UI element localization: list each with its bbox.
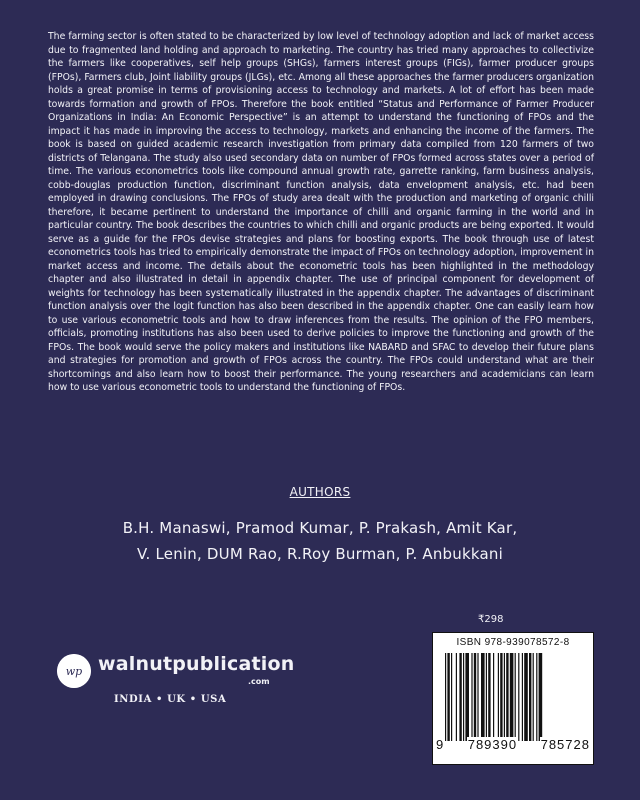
logo-letters: wp [65, 665, 83, 678]
barcode-digits-right: 785728 [540, 737, 590, 752]
publisher-name: walnutpublication [98, 653, 295, 675]
barcode-bars [445, 653, 585, 741]
barcode-digits [435, 737, 591, 752]
barcode-bar [539, 653, 543, 741]
price-label: ₹298 [478, 614, 504, 625]
barcode-bar [510, 653, 514, 741]
barcode-bar [459, 653, 461, 741]
back-cover-blurb: The farming sector is often stated to be characterized by low level of technology adoption and lack of market access due to fragmented land holding and approach to marketing. The country has tried many approaches to collectivize the farmers like cooperatives, self help groups (SHGs), farmers interest groups (FIGs), farmer producer groups (FPOs), Farmers club, Joint liability groups (JLGs), etc. Among all these approaches the farmer producers organization holds a great promise in terms of provisioning access to technology and markets. A lot of effort has been made towards formation and growth of FPOs. Therefore the book entitled “Status and Performance of Farmer Producer Organizations in India: An Economic Perspective” is an attempt to understand the functioning of FPOs and the impact it has made in improving the access to technology, markets and enhancing the income of the farmers. The book is based on guided academic research investigation from primary data compiled from 120 farmers of two districts of Telangana. The study also used secondary data on number of FPOs formed across states over a period of time. The various econometrics tools like compound annual growth rate, garrette ranking, farm business analysis, cobb-douglas production function, discriminant function analysis, data envelopment analysis, etc. had been employed in drawing conclusions. The FPOs of study area dealt with the production and marketing of organic chilli therefore, it became pertinent to understand the importance of chilli and organic farming in the world and in particular country. The book describes the countries to which chilli and organic products are being exported. It would serve as a guide for the FPOs devise strategies and plans for boosting exports. The book through use of latest econometrics tools has tried to empirically demonstrate the impact of FPOs on technology adoption, improvement in market access and income. The details about the econometric tools has been highlighted in the methodology chapter and also illustrated in detail in appendix chapter. The use of principal component for development of weights for technology has been systematically illustrated in the appendix chapter. The advantages of discriminant function analysis over the logit function has also been described in the appendix chapter. One can easily learn how to use various econometric tools and how to draw inferences from the results. The opinion of the FPO members, officials, promoting institutions has also been used to derive policies to improve the functioning and growth of the FPOs. The book would serve the policy makers and institutions like NABARD and SFAC to develop their future plans and strategies for promotion and growth of FPOs across the country. The FPOs could understand what are their shortcomings and also learn how to boost their performance. The young researchers and academicians can learn how to use various econometric tools to understand the functioning of FPOs. [48, 31, 594, 393]
barcode-bar [488, 653, 490, 741]
authors-line-2: V. Lenin, DUM Rao, R.Roy Burman, P. Anbukkani [137, 545, 503, 563]
authors-heading: AUTHORS [289, 485, 351, 499]
barcode-bar [451, 653, 452, 741]
barcode-bar [447, 653, 449, 741]
barcode-bar [493, 653, 494, 741]
barcode-bar [500, 653, 502, 741]
barcode-bar [504, 653, 505, 741]
barcode-bar [518, 653, 519, 741]
barcode-digits-left: 789390 [467, 737, 518, 752]
barcode-bar [481, 653, 485, 741]
barcode-bar [463, 653, 464, 741]
barcode-bar [486, 653, 487, 741]
publisher-domain: .com [248, 677, 270, 686]
barcode-bar [522, 653, 523, 741]
barcode-bar [529, 653, 531, 741]
barcode-bar [533, 653, 534, 741]
barcode-bar [474, 653, 476, 741]
authors-line-1: B.H. Manaswi, Pramod Kumar, P. Prakash, Amit Kar, [122, 519, 518, 537]
barcode-bar [471, 653, 472, 741]
publisher-countries: INDIA • UK • USA [114, 694, 227, 705]
barcode-bar [498, 653, 499, 741]
barcode-bar [465, 653, 469, 741]
publisher-logo-icon [57, 654, 91, 688]
isbn-barcode [432, 632, 594, 765]
barcode-bar [445, 653, 446, 741]
barcode-bar [506, 653, 508, 741]
barcode-bar [536, 653, 537, 741]
barcode-bar [524, 653, 528, 741]
barcode-bar [456, 653, 457, 741]
barcode-digit-first: 9 [436, 737, 445, 752]
barcode-bar [515, 653, 516, 741]
barcode-bar [477, 653, 478, 741]
isbn-number: ISBN 978-939078572-8 [456, 637, 570, 648]
